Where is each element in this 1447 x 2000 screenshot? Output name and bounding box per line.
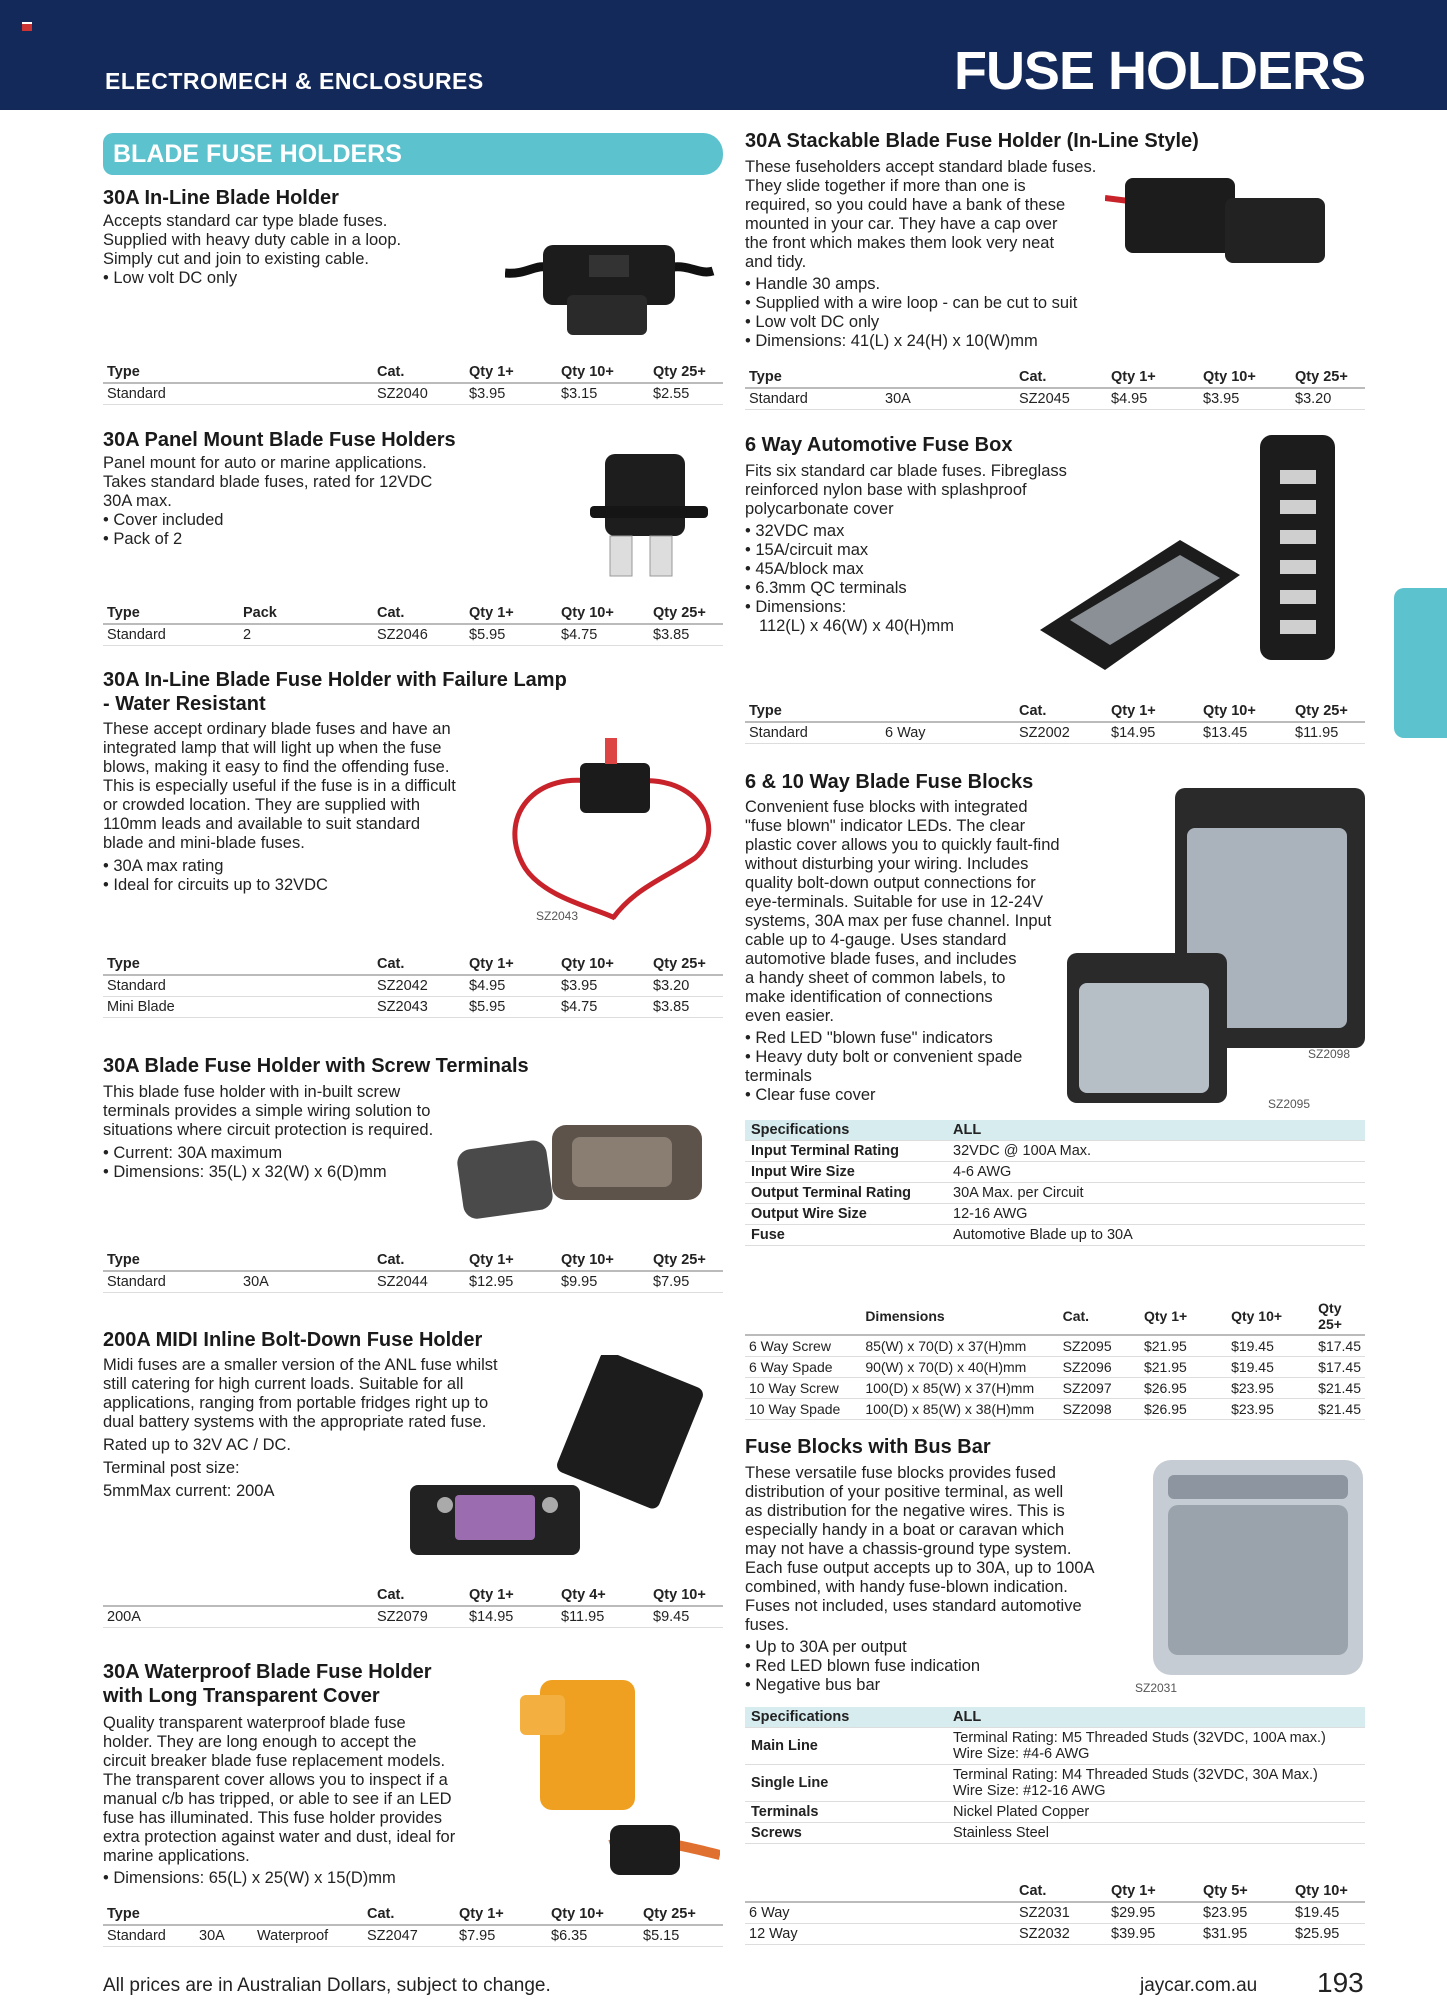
bus-bar-fuse-block-image <box>1148 1455 1368 1685</box>
product-title: 200A MIDI Inline Bolt-Down Fuse Holder <box>103 1329 483 1351</box>
product-description: Accepts standard car type blade fuses. Supplied with heavy duty cable in a loop. Simply cut and join to existing cable. • Low volt DC only <box>103 212 523 288</box>
midi-bolt-down-holder-image <box>405 1355 725 1575</box>
product-description: Quality transparent waterproof blade fuse holder. They are long enough to accept the circuit breaker blade fuse replacement models. The transparent cover allows you to inspect if a manual c/b has tripped, or able to see if an LED fuse has illuminated. This fuse holder provides extra protection against water and dust, ideal for marine applications. • Dimensions: 65(L) x 25(W) x 15(D)mm <box>103 1714 523 1888</box>
price-table: Type Cat. Qty 1+ Qty 10+ Qty 25+ Standard SZ2040 $3.95 $3.15 $2.55 <box>103 361 723 405</box>
waterproof-holder-image <box>520 1675 720 1890</box>
table-row: Output Terminal Rating 30A Max. per Circuit <box>745 1183 1365 1204</box>
product-description: Fits six standard car blade fuses. Fibreglass reinforced nylon base with splashproof polycarbonate cover • 32VDC max • 15A/circuit max • 45A/block max • 6.3mm QC terminals • Dimensions: 112(L) x 46(W) x 40(H)mm <box>745 462 1145 636</box>
table-row: Standard 30A SZ2044 $12.95 $9.95 $7.95 <box>103 1271 723 1293</box>
image-label: SZ2031 <box>1135 1681 1178 1695</box>
table-row: 12 Way SZ2032 $39.95 $31.95 $25.95 <box>745 1924 1365 1945</box>
image-label: SZ2095 <box>1268 1097 1311 1111</box>
side-tab <box>1394 588 1447 738</box>
table-row: Input Wire Size 4-6 AWG <box>745 1162 1365 1183</box>
table-row: Fuse Automotive Blade up to 30A <box>745 1225 1365 1246</box>
footer-note: All prices are in Australian Dollars, subject to change. <box>103 1975 551 1996</box>
price-table: Cat. Qty 1+ Qty 4+ Qty 10+ 200A SZ2079 $14.95 $11.95 $9.45 <box>103 1584 723 1628</box>
product-title: 6 & 10 Way Blade Fuse Blocks <box>745 771 1034 793</box>
table-row: Output Wire Size 12-16 AWG <box>745 1204 1365 1225</box>
six-way-fuse-box-image <box>1030 430 1355 680</box>
stackable-holder-image <box>1105 168 1330 288</box>
price-table: Type Cat. Qty 1+ Qty 10+ Qty 25+ Standard 6 Way SZ2002 $14.95 $13.45 $11.95 <box>745 700 1365 744</box>
flag-icon <box>22 22 32 31</box>
product-title: 30A Stackable Blade Fuse Holder (In-Line Style) <box>745 130 1199 152</box>
table-row: 10 Way Screw 100(D) x 85(W) x 37(H)mm SZ2097 $26.95 $23.95 $21.45 <box>745 1378 1365 1399</box>
product-title: 30A Blade Fuse Holder with Screw Terminals <box>103 1055 529 1077</box>
table-row: Standard 30A Waterproof SZ2047 $7.95 $6.35 $5.15 <box>103 1925 723 1947</box>
table-row: Screws Stainless Steel <box>745 1823 1365 1844</box>
product-description: Midi fuses are a smaller version of the ANL fuse whilst still catering for high current loads. Suitable for all applications, ranging from portable fridges right up to dual battery systems with the appropriate rated fuse. Rated up to 32V AC / DC. Terminal post size: 5mmMax current: 200A <box>103 1356 498 1500</box>
image-label: SZ2043 <box>536 909 579 923</box>
spec-table: Specifications ALL Input Terminal Rating 32VDC @ 100A Max. Input Wire Size 4-6 AWG Output Terminal Rating 30A Max. per Circuit Output Wire Size 12-16 AWG Fuse Automotive Blade up to 30A <box>745 1120 1365 1246</box>
product-title: 6 Way Automotive Fuse Box <box>745 434 1013 456</box>
table-row: Main Line Terminal Rating: M5 Threaded Studs (32VDC, 100A max.) Wire Size: #4-6 AWG <box>745 1728 1365 1765</box>
product-description: These accept ordinary blade fuses and have an integrated lamp that will light up when the fuse blows, making it easy to find the offending fuse. This is especially useful if the fuse is in a difficult or crowded location. They are supplied with 110mm leads and available to suit standard blade and mini-blade fuses. • 30A max rating • Ideal for circuits up to 32VDC <box>103 720 503 895</box>
price-table: Type Cat. Qty 1+ Qty 10+ Qty 25+ Standard SZ2042 $4.95 $3.95 $3.20 Mini Blade SZ2043 $5.95 $4.75 $3.85 <box>103 953 723 1018</box>
spec-table: Specifications ALL Main Line Terminal Rating: M5 Threaded Studs (32VDC, 100A max.) Wire Size: #4-6 AWG Single Line Terminal Rating: M4 Threaded Studs (32VDC, 30A Max.) Wire Size: #12-16 AWG Terminals Nickel Plated Copper Screws Stainless Steel <box>745 1707 1365 1844</box>
table-row: 6 Way Spade 90(W) x 70(D) x 40(H)mm SZ2096 $21.95 $19.45 $17.45 <box>745 1357 1365 1378</box>
product-title: 30A In-Line Blade Holder <box>103 187 339 209</box>
page-number: 193 <box>1317 1967 1364 1998</box>
product-description: Convenient fuse blocks with integrated "fuse blown" indicator LEDs. The clear plastic cover allows you to quickly fault-find without disturbing your wiring. Includes quality bolt-down output connections for eye-terminals. Suitable for use in 12-24V systems, 30A max per fuse channel. Input cable up to 4-gauge. Uses standard automotive blade fuses, and includes a handy sheet of common labels, to make identification of connections even easier. • Red LED "blown fuse" indicators • Heavy duty bolt or convenient spade terminals • Clear fuse cover <box>745 798 1085 1105</box>
price-table: Type Cat. Qty 1+ Qty 10+ Qty 25+ Standard 30A Waterproof SZ2047 $7.95 $6.35 $5.15 <box>103 1903 723 1947</box>
product-title: 30A In-Line Blade Fuse Holder with Failure Lamp <box>103 669 567 691</box>
footer-website-link[interactable]: jaycar.com.au <box>1140 1975 1258 1996</box>
table-row: Input Terminal Rating 32VDC @ 100A Max. <box>745 1141 1365 1162</box>
product-title: 30A Waterproof Blade Fuse Holder <box>103 1661 432 1683</box>
table-row: Standard 30A SZ2045 $4.95 $3.95 $3.20 <box>745 388 1365 410</box>
page-header <box>0 0 1447 110</box>
product-title: 30A Panel Mount Blade Fuse Holders <box>103 429 456 451</box>
product-description: These fuseholders accept standard blade fuses. They slide together if more than one is required, so you could have a bank of these mounted in your car. They have a cap over the front which makes them look very neat and tidy. • Handle 30 amps. • Supplied with a wire loop - can be cut to suit • Low volt DC only • Dimensions: 41(L) x 24(H) x 10(W)mm <box>745 158 1145 351</box>
section-title: ELECTROMECH & ENCLOSURES <box>105 68 484 94</box>
section-banner: BLADE FUSE HOLDERS <box>103 133 723 175</box>
price-table: Type Cat. Qty 1+ Qty 10+ Qty 25+ Standard 30A SZ2045 $4.95 $3.95 $3.20 <box>745 366 1365 410</box>
page-title: FUSE HOLDERS <box>953 41 1365 101</box>
table-row: 6 Way SZ2031 $29.95 $23.95 $19.45 <box>745 1902 1365 1924</box>
failure-lamp-holder-image <box>505 728 725 928</box>
table-row: Standard SZ2042 $4.95 $3.95 $3.20 <box>103 975 723 997</box>
table-row: Terminals Nickel Plated Copper <box>745 1802 1365 1823</box>
product-title-line2: - Water Resistant <box>103 693 266 715</box>
price-table: Dimensions Cat. Qty 1+ Qty 10+ Qty 25+ 6 Way Screw 85(W) x 70(D) x 37(H)mm SZ2095 $21.95 $19.45 $17.45 6 Way Spade 90(W) x 70(D) x 40(H)mm SZ2096 $21.95 $19.45 $17.45 10 Way Screw 100(D) x 85(W) x 37(H)mm SZ2097 $26.95 $23.95 $21.45 10 Way Spade 100(D) x 85(W) x 38(H)mm SZ2098 $26.95 $23.95 $21.45 <box>745 1297 1365 1420</box>
product-title-line2: with Long Transparent Cover <box>103 1685 380 1707</box>
table-row: Single Line Terminal Rating: M4 Threaded Studs (32VDC, 30A Max.) Wire Size: #12-16 AWG <box>745 1765 1365 1802</box>
product-description: This blade fuse holder with in-built screw terminals provides a simple wiring solution to situations where circuit protection is required. • Current: 30A maximum • Dimensions: 35(L) x 32(W) x 6(D)mm <box>103 1083 523 1182</box>
table-row: Standard 6 Way SZ2002 $14.95 $13.45 $11.95 <box>745 722 1365 744</box>
table-row: 10 Way Spade 100(D) x 85(W) x 38(H)mm SZ2098 $26.95 $23.95 $21.45 <box>745 1399 1365 1420</box>
image-label: SZ2098 <box>1308 1047 1351 1061</box>
inline-blade-holder-image <box>505 225 715 345</box>
table-row: 200A SZ2079 $14.95 $11.95 $9.45 <box>103 1606 723 1628</box>
price-table: Cat. Qty 1+ Qty 5+ Qty 10+ 6 Way SZ2031 $29.95 $23.95 $19.45 12 Way SZ2032 $39.95 $31.95 $25.95 <box>745 1880 1365 1945</box>
product-description: Panel mount for auto or marine applications. Takes standard blade fuses, rated for 12VDC 30A max. • Cover included • Pack of 2 <box>103 454 523 549</box>
table-row: Standard SZ2040 $3.95 $3.15 $2.55 <box>103 383 723 405</box>
price-table: Type Cat. Qty 1+ Qty 10+ Qty 25+ Standard 30A SZ2044 $12.95 $9.95 $7.95 <box>103 1249 723 1293</box>
panel-mount-holder-image <box>590 446 710 586</box>
table-row: Standard 2 SZ2046 $5.95 $4.75 $3.85 <box>103 624 723 646</box>
screw-terminal-holder-image <box>452 1115 712 1235</box>
table-row: Mini Blade SZ2043 $5.95 $4.75 $3.85 <box>103 997 723 1018</box>
product-description: These versatile fuse blocks provides fused distribution of your positive terminal, as well as distribution for the negative wires. This is especially handy in a boat or caravan which may not have a chassis-ground type system. Each fuse output accepts up to 30A, up to 100A combined, with handy fuse-blown indication. Fuses not included, uses standard automotive fuses. • Up to 30A per output • Red LED blown fuse indication • Negative bus bar <box>745 1464 1145 1695</box>
product-title: Fuse Blocks with Bus Bar <box>745 1436 991 1458</box>
price-table: Type Pack Cat. Qty 1+ Qty 10+ Qty 25+ Standard 2 SZ2046 $5.95 $4.75 $3.85 <box>103 602 723 646</box>
table-row: 6 Way Screw 85(W) x 70(D) x 37(H)mm SZ2095 $21.95 $19.45 $17.45 <box>745 1335 1365 1357</box>
